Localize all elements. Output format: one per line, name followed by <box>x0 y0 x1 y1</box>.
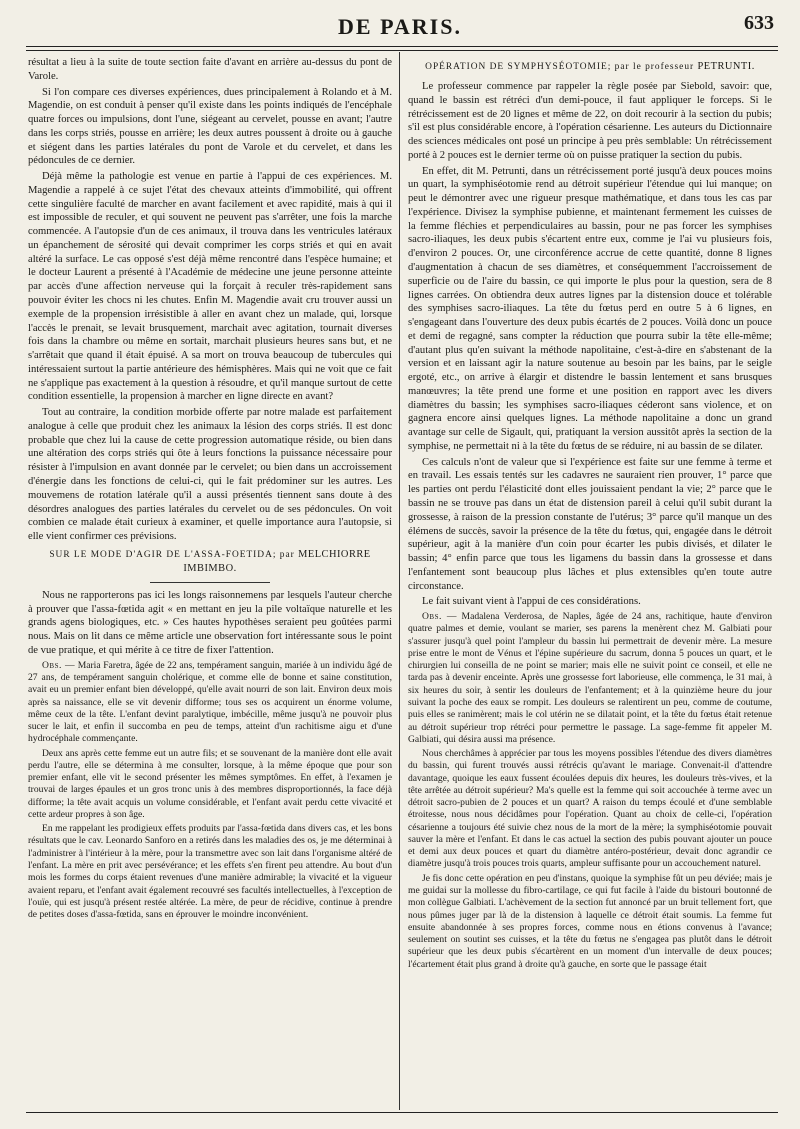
right-column <box>408 56 772 1108</box>
observation-text: Maria Faretra, âgée de 22 ans, tempérament sanguin, mariée à un individu âgé de 27 ans, de tempérament sanguin cholérique, et comme elle de bonne et saine constitution, avait eu un premier enfant bien développé, qu'elle avait nourri de son lait. Environ deux mois après sa naissance, elle se vit devenir difforme; tous ses os acquirent un énorme volume, même ceux de la tête. L'enfant devint paralytique, imbécille, même jusqu'à ne pouvoir plus sucer le lait, et enfin il succomba en peu de temps, atteint d'un rachitisme aigu et d'une hydrocéphale commençante. <box>28 659 392 745</box>
paragraph: résultat a lieu à la suite de toute section faite d'avant en arrière au-dessus du pont de Varole. <box>28 57 392 82</box>
column-divider <box>399 52 400 1110</box>
paragraph: En effet, dit M. Petrunti, dans un rétrécissement porté jusqu'à deux pouces moins un quart, la symphiséotomie rend au détroit supérieur l'étendue qui lui manque; on peut le démontrer avec une rigueur presque mathématique, et dans tous les cas par l'expérience. Divisez la symphise pubienne, et maintenant fermement les cuisses de la femme fléchies et perpendiculaires au bassin, pour ne pas forcer les symphises sacro-iliaques, les deux pubis s'écartent entre eux, comme je l'ai vu plusieurs fois, d'environ 2 pouces. Or, une circonférence accrue de cette quantité, donne 8 lignes d'augmentation à chacun de ses diamètres, et conséquemment l'accroissement de superficie ou de l'aire du bassin, ce qui importe le plus pour la question, sera de 8 lignes carrées. On obtiendra deux autres lignes par la distension douce et tolérable des symphises sacro-iliaques. La tête du fœtus perd en outre 5 à 6 lignes, en s'engageant dans l'ouverture des deux pubis écartés de 2 pouces. Voilà donc un pouce et demi de regagné, sans compter la réduction que pourra subir la tête elle-même; d'autant plus qu'en suivant la méthode napolitaine, c'est-à-dire en s'abstenant de la version et en laissant agir la nature soutenue au besoin par les bains, par le seigle ergoté, etc., on arrive à élargir et distendre le bassin lentement et sans brusques manœuvres; la tête prend une forme et une position en rapport avec les divers diamètres du bassin; les symphises sacro-iliaques céderont sans violence, et on gagnera encore ainsi quelques lignes. La méthode napolitaine a donc un grand avantage sur celle de Sigault, qui, pratiquant la version aussitôt après la section de la symphise, ne permettait ni à la tête du fœtus de se réduire, ni au bassin de se dilater. <box>408 165 772 452</box>
paragraph: Si l'on compare ces diverses expériences, dues principalement à Rolando et à M. Magendie, on est conduit à penser qu'il existe dans les points indiqués de l'encéphale quatre forces ou impulsions, dont l'une, siégeant au cervelet, pousse en avant; l'autre dans les corps striés, pousse en arrière; les deux autres poussent à droite ou à gauche et siégent dans les parties latérales du pont de Varole et du cervelet, et dans les pédoncules de ce dernier. <box>28 86 392 167</box>
observation-lead: Obs. — <box>42 659 76 671</box>
page-number: 633 <box>744 12 774 34</box>
header-rule <box>26 46 778 47</box>
footer-rule <box>26 1112 778 1113</box>
paragraph: Nous ne rapporterons pas ici les longs raisonnemens par lesquels l'auteur cherche à prouver que l'assa-fœtida agit « en mettant en jeu la pile voltaïque naturelle et les grands agens biologiques, etc. » Ces hautes hypothèses seraient peu goûtées parmi nous. Mais on lit dans ce même article une observation fort intéressante sous le point de vue pratique, et qui mérite à ce titre de fixer l'attention. <box>28 589 392 656</box>
paragraph: Le fait suivant vient à l'appui de ces considérations. <box>422 596 641 608</box>
observation-paragraph: En me rappelant les prodigieux effets produits par l'assa-fœtida dans divers cas, et les bons résultats que le cav. Leonardo Sanforo en a retirés dans les maladies des os, je me déterminai à l'administrer à l'intérieur à la mère, pour la transmettre avec son lait dans l'organisme altéré de l'enfant. La mère en prit avec persévérance; et les effets s'en firent peu attendre. Au bout d'un mois les formes du corps étaient revenues d'une manière admirable; la vivacité et la vigueur avaient reparu, et l'enfant avait également recouvré ses facultés intellectuelles, à l'exception de l'ouïe, qui est jusqu'à présent restée altérée. La mère, de peur de récidive, continue à prendre de petites doses d'assa-fœtida, sans en éprouver le moindre inconvénient. <box>28 823 392 921</box>
running-title: DE PARIS. <box>338 14 462 39</box>
heading-rule <box>150 582 270 583</box>
observation-paragraph: Nous cherchâmes à apprécier par tous les moyens possibles l'étendue des divers diamètres du bassin, qui furent trouvés aussi rétrécis qu'avant le mariage. Convenait-il d'attendre davantage, quoique les eaux fussent écoulées depuis dix heures, les douleurs très-vives, et la tête arrêtée au détroit supérieur? Ma's quelle est la femme qui soit accouchée à terme avec un détroit sacro-pubien de 2 pouces et un quart? A raison du temps écoulé et d'une semblable étroitesse, nous nous décidâmes pour l'opération. Quant au choix de celle-ci, l'opération césarienne a toujours été suivie chez nous de la mort de la mère; la symphiséotomie pouvait sauver la mère et l'enfant. Et dans le cas actuel la section des pubis pouvant ajouter un pouce et demi aux deux pouces et quart du diamètre antéro-postérieur, devait donc agrandir ce diamètre jusqu'à trois pouces trois quarts, ampleur suffisante pour un accouchement naturel. <box>408 748 772 870</box>
paragraph: Le professeur commence par rappeler la règle posée par Siebold, savoir: que, quand le bassin est rétréci d'un demi-pouce, il faut appliquer le forceps. Si le rétrécissement est de 20 lignes et même de 22, on doit recourir à la section du pubis; s'il est plus considérable encore, à l'opération césarienne. Les auteurs du Dictionnaire des sciences médicales ont posé un principe à peu près semblable: Un rétrécissement porté à 2 pouces est le dernier terme où on puisse pratiquer la section du pubis. <box>408 81 772 161</box>
observation-paragraph: Je fis donc cette opération en peu d'instans, quoique la symphise fût un peu déviée; mais je me guidai sur la mollesse du fibro-cartilage, ce qui fut facile à l'aide du bistouri boutonné de mon collègue Galbiati. L'achèvement de la section fut annoncé par un bruit tellement fort, que nous pûmes juger par là de la distension à laquelle ce détroit était soumis. La femme fut ensuite abandonnée à ses propres forces, comme nous en étions convenus à l'avance; seulement on soutint ses cuisses, et la tête du fœtus ne s'engagea pas plutôt dans le détroit supérieur que les deux pubis s'écartèrent en un moment d'un intervalle de deux pouces; l'écartement était plus grand à droite qu'à gauche, en sorte que le passage était <box>408 872 772 970</box>
article-title: SUR LE MODE D'AGIR DE L'ASSA-FOETIDA; par <box>49 549 295 560</box>
observation-text: Madalena Verderosa, de Naples, âgée de 24 ans, rachitique, haute d'environ quatre palmes et demie, voulant se marier, ses parens la menèrent chez M. Galbiati pour s'assurer jusqu'à quel point l'ampleur du bassin lui permettrait de devenir mère. La mesure prise entre le mont de Vénus et l'épine supérieure du sacrum, donna 5 pouces un quart, et le chirurgien lui conseilla de ne point se marier; mais elle ne suivit point ce conseil, et elle ne tarda pas à devenir enceinte. Après une grossesse fort laborieuse, elle commença, le 31 mai, à six heures du soir, à sentir les douleurs de l'enfantement; et à la quinzième heure du jour suivant la poche des eaux se rompit. Les douleurs se ralentirent un peu, comme de coutume, puis elles se ranimèrent; mais le col utérin ne se dilatait point, et la tête du fœtus était retenue au détroit supérieur trop rétréci pour permettre le passage. La sage-femme fit appeler M. Galbiati, qui désira aussi ma présence. <box>408 611 772 745</box>
paragraph: Tout au contraire, la condition morbide offerte par notre malade est parfaitement analogue à celle que produit chez les animaux la lésion des corps striés. Il est donc probable que chez lui la cause de cette progression automatique réside, ou bien dans une altération des corps striés qui ôte à leurs fonctions la puissance nécessaire pour résister à l'impulsion en avant donnée par le cervelet; ou bien dans un accroissement d'énergie dans les fonctions de celui-ci, qui le fait prédominer sur les autres. Les mouvemens de rotation latérale qu'il a aussi présentés tiennent sans doute à des désordres analogues des parties latérales du cervelet ou de ses pédoncules. On voit combien ce malade était curieux à examiner, et quelle importance aura l'autopsie, si elle vient confirmer ces prévisions. <box>28 407 392 543</box>
article-heading <box>408 60 772 74</box>
article-title: OPÉRATION DE SYMPHYSÉOTOMIE; par le professeur <box>425 62 695 72</box>
observation-paragraph: Deux ans après cette femme eut un autre fils; et se souvenant de la manière dont elle avait perdu l'autre, elle se détermina à me consulter, lorsque, à la même époque que pour son premier enfant, elle vit le second présenter les mêmes symptômes. En effet, à l'examen je trouvai de larges épaules et un gros tronc unis à des membres disproportionnés, la face déjà difforme; la tête avait acquis un volume considérable, et l'enfant avait perdu cette vivacité et cette ardeur propres à son âge. <box>28 747 392 820</box>
header-rule-thin <box>26 50 778 51</box>
paragraph: Ces calculs n'ont de valeur que si l'expérience est faite sur une femme à terme et en travail. Les essais tentés sur les cadavres ne sauraient rien prouver, 1° parce que les parties ont perdu l'élasticité dont elles jouissaient pendant la vie; 2° parce que le bassin ne se trouve pas dans un état de distension pareil à celui qu'il subit durant la grossesse, à raison de la pression constante de l'utérus; 3° parce qu'il manque un des élémens de succès, savoir la présence de la tête du fœtus, qui, engagée dans le détroit supérieur, agit à la manière d'un coin pour écarter les pubis divisés, et dilater le bassin; 4° enfin parce que tous les ligamens du bassin dans la grossesse et dans l'enfantement sont beaucoup plus lâches et plus extensibles qu'en toute autre circonstance. <box>408 456 772 592</box>
left-column <box>28 56 392 1108</box>
paragraph: Déjà même la pathologie est venue en partie à l'appui de ces expériences. M. Magendie a rappelé à ce sujet l'état des chevaux atteints d'immobilité, qui offrent cette singulière faculté de marcher en avant facilement et avec rapidité, mais à qui il est impossible de reculer, et qui souvent ne peuvent pas s'arrêter, une fois la marche commencée. A l'autopsie d'un de ces animaux, il trouva dans les ventricules latéraux un épanchement de sérosité qui devait comprimer les corps striés et qui en avait altéré la surface. Le cas opposé s'est déjà même rencontré dans l'espèce humaine; et le docteur Laurent a présenté à l'Académie de médecine une jeune personne atteinte par accès d'une affection nerveuse qui la forçait à reculer très-rapidement sans pouvoir éviter les chocs ni les chutes. Enfin M. Magendie avait cru trouver aussi un exemple de la propension irrésistible à aller en avant chez un malade, qui, lorsque l'accès le prenait, se levait brusquement, marchait avec agitation, tournait diverses fois dans la chambre ou même en sortait, marchait plusieurs heures sans but, et ne s'arrêtait que quand il était épuisé. A sa mort on trouva beaucoup de tubercules qui intéressaient surtout la partie antérieure des hémisphères. Mais qui ne voit que ce fait ne s'applique pas exactement à la question à résoudre, et qu'il manque surtout de cette condition essentielle, la propension à marcher en ligne directe en avant? <box>28 171 392 403</box>
article-author: MELCHIORRE IMBIMBO. <box>183 548 371 574</box>
article-heading <box>28 548 392 576</box>
observation <box>28 660 392 922</box>
article-author: PETRUNTI. <box>697 61 755 72</box>
observation <box>408 611 772 971</box>
observation-lead: Obs. — <box>422 611 458 623</box>
